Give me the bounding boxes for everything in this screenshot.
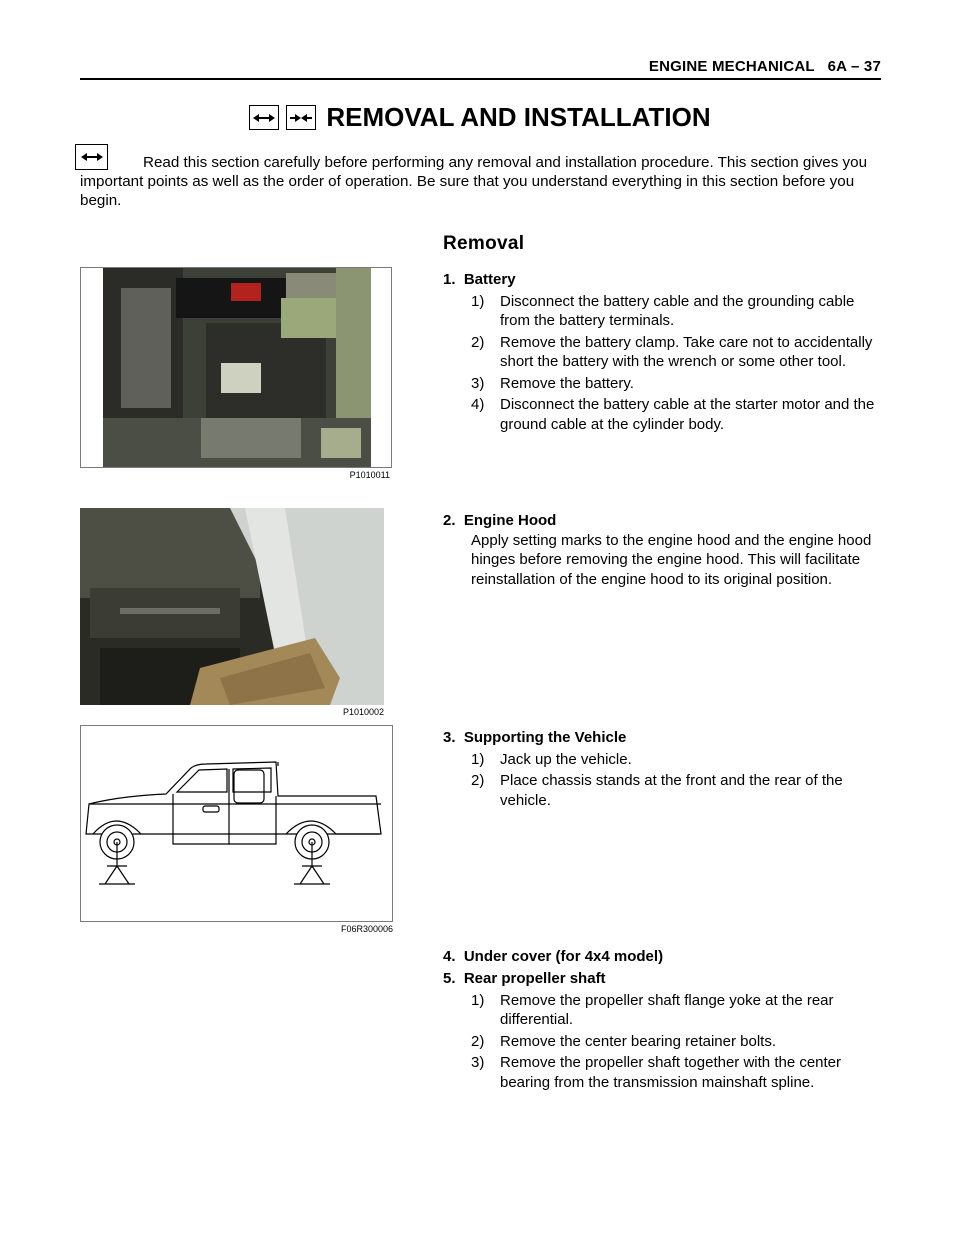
substep bbox=[443, 395, 883, 434]
battery-photo bbox=[81, 268, 391, 467]
step-title: 4. Under cover (for 4x4 model) bbox=[443, 948, 664, 965]
substep-text: Remove the propeller shaft together with the center bearing from the transmission mainshaft spline. bbox=[500, 1054, 842, 1091]
figure-label: P1010002 bbox=[342, 707, 384, 717]
step-rear-propeller-shaft bbox=[443, 969, 883, 1092]
step-under-cover bbox=[443, 947, 883, 967]
figure-vehicle-on-stands bbox=[80, 725, 393, 922]
substep-number: 3) bbox=[471, 374, 485, 392]
step-title: 2. Engine Hood bbox=[443, 512, 557, 529]
figure-battery bbox=[80, 267, 392, 468]
substep-text: Remove the center bearing retainer bolts. bbox=[500, 1032, 776, 1050]
substep bbox=[443, 1032, 883, 1052]
substep bbox=[443, 292, 883, 331]
substep-number: 2) bbox=[471, 1032, 485, 1050]
substep-number: 1) bbox=[471, 292, 485, 310]
substep-number: 2) bbox=[471, 772, 485, 789]
header-rule bbox=[80, 78, 881, 80]
step-engine-hood bbox=[443, 511, 883, 589]
substep-number: 2) bbox=[471, 333, 485, 351]
removal-arrows-icon bbox=[249, 105, 279, 130]
step-title: 5. Rear propeller shaft bbox=[443, 970, 606, 987]
engine-hood-photo bbox=[80, 508, 384, 705]
substep bbox=[443, 374, 883, 394]
page-title: REMOVAL AND INSTALLATION bbox=[326, 102, 711, 132]
substep-text: Remove the battery. bbox=[500, 374, 634, 392]
figure-label: P1010011 bbox=[349, 470, 390, 480]
installation-arrows-icon bbox=[286, 105, 316, 130]
substep bbox=[443, 750, 883, 770]
figure-label: F06R300006 bbox=[340, 924, 393, 934]
substep-text: Remove the battery clamp. Take care not to accidentally short the battery with the wrench or some other tool. bbox=[500, 333, 873, 370]
figure-engine-hood bbox=[80, 508, 384, 705]
substep bbox=[443, 333, 883, 372]
step-paragraph: Apply setting marks to the engine hood and the engine hood hinges before removing the engine hood. This will facilitate reinstallation of the engine hood to its original position. bbox=[471, 531, 872, 588]
truck-illustration bbox=[81, 726, 392, 921]
step-battery bbox=[443, 270, 883, 434]
substep-text: Disconnect the battery cable and the grounding cable from the battery terminals. bbox=[500, 292, 855, 329]
step-title: 1. Battery bbox=[443, 271, 516, 288]
step-supporting-vehicle bbox=[443, 728, 883, 810]
substep-number: 4) bbox=[471, 396, 485, 413]
step-title: 3. Supporting the Vehicle bbox=[443, 729, 627, 746]
substep-text: Jack up the vehicle. bbox=[500, 750, 632, 768]
substep bbox=[443, 1053, 883, 1092]
substep bbox=[443, 991, 883, 1030]
substep-text: Disconnect the battery cable at the starter motor and the ground cable at the cylinder body. bbox=[500, 396, 875, 433]
title-row bbox=[0, 102, 960, 133]
substep-text: Remove the propeller shaft flange yoke at the rear differential. bbox=[500, 991, 834, 1028]
substep bbox=[443, 771, 883, 810]
section-heading-removal: Removal bbox=[443, 233, 525, 254]
substep-number: 1) bbox=[471, 750, 485, 768]
intro-paragraph: Read this section carefully before performing any removal and installation procedure. This section gives you important points as well as the order of operation. Be sure that you understand everything in this section before you begin. bbox=[80, 154, 868, 209]
page-header: ENGINE MECHANICAL 6A – 37 bbox=[648, 58, 881, 75]
substep-number: 3) bbox=[471, 1054, 485, 1071]
substep-number: 1) bbox=[471, 991, 485, 1009]
substep-text: Place chassis stands at the front and the rear of the vehicle. bbox=[500, 772, 843, 809]
